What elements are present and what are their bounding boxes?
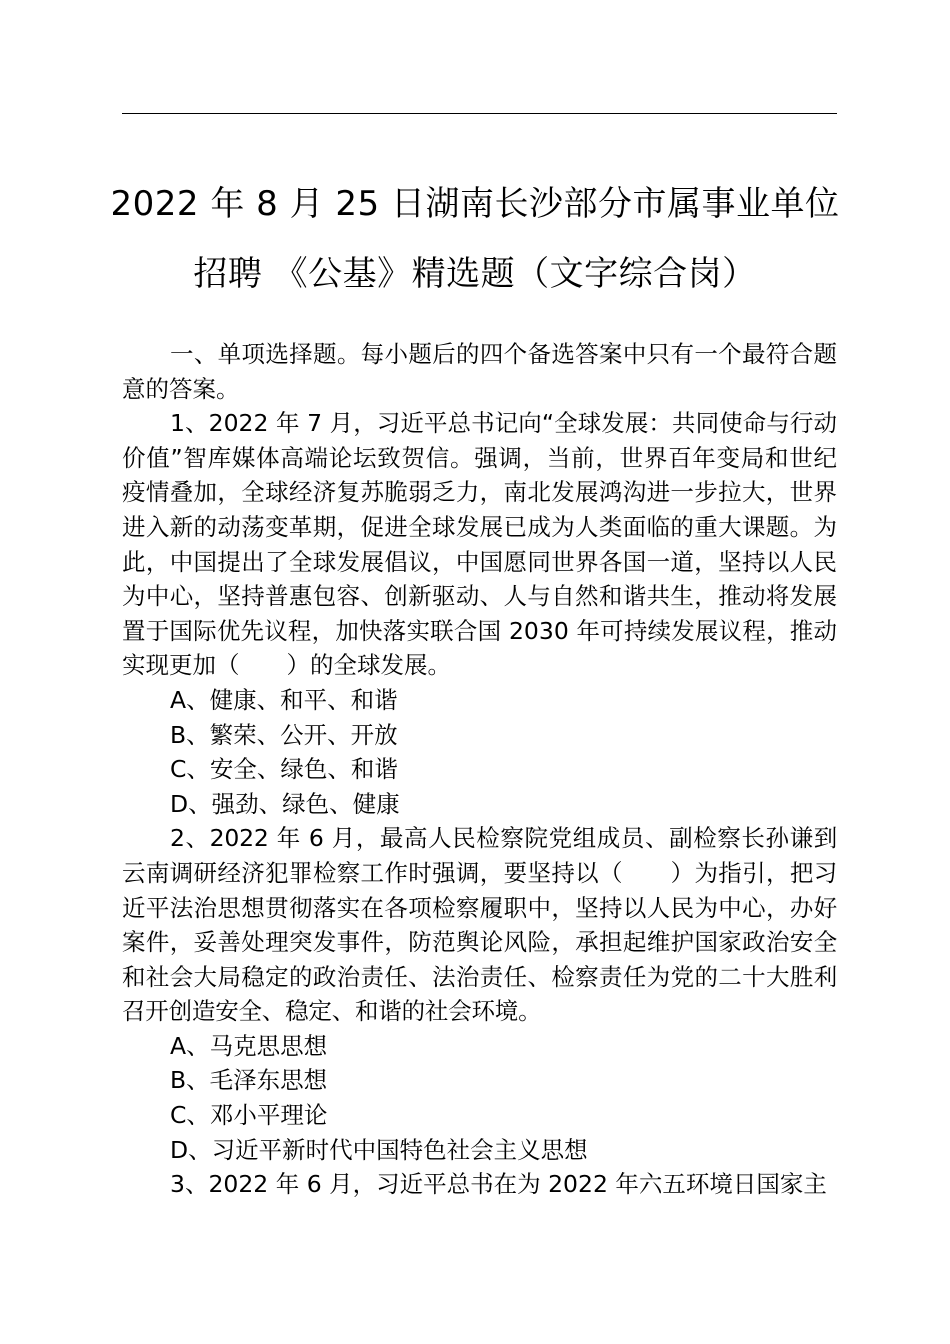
- header-rule: [122, 113, 837, 114]
- question-2-option-b: B、毛泽东思想: [170, 1066, 328, 1095]
- document-body: [122, 337, 837, 1202]
- question-2-option-a: A、马克思思想: [170, 1031, 328, 1060]
- question-2-stem: 2、2022 年 6 月，最高人民检察院党组成员、副检察长孙谦到云南调研经济犯罪检察工作时强调，要坚持以（ ）为指引，把习近平法治思想贯彻落实在各项检察履职中，坚持以人民为中心，办好案件，妥善处理突发事件，防范舆论风险，承担起维护国家政治安全和社会大局稳定的政治责任、法治责任、检察责任为党的二十大胜利召开创造安全、稳定、和谐的社会环境。: [122, 824, 837, 1026]
- question-1-option-b: B、繁荣、公开、开放: [170, 720, 398, 749]
- question-2-option-d: D、习近平新时代中国特色社会主义思想: [170, 1135, 588, 1164]
- document-title-line-2: 招聘 《公基》精选题（文字综合岗）: [193, 254, 757, 294]
- question-3-stem: 3、2022 年 6 月，习近平总书在为 2022 年六五环境日国家主: [170, 1170, 827, 1199]
- question-1-option-c: C、安全、绿色、和谐: [170, 755, 398, 784]
- question-2-option-c: C、邓小平理论: [170, 1101, 328, 1130]
- question-1-option-d: D、强劲、绿色、健康: [170, 789, 400, 818]
- section-intro: 一、单项选择题。每小题后的四个备选答案中只有一个最符合题意的答案。: [122, 340, 837, 403]
- document-title-line-1: 2022 年 8 月 25 日湖南长沙部分市属事业单位: [110, 184, 840, 224]
- question-1-option-a: A、健康、和平、和谐: [170, 685, 398, 714]
- question-1-stem: 1、2022 年 7 月，习近平总书记向“全球发展：共同使命与行动价值”智库媒体高端论坛致贺信。强调，当前，世界百年变局和世纪疫情叠加，全球经济复苏脆弱乏力，南北发展鸿沟进一步拉大，世界进入新的动荡变革期，促进全球发展已成为人类面临的重大课题。为此，中国提出了全球发展倡议，中国愿同世界各国一道，坚持以人民为中心，坚持普惠包容、创新驱动、人与自然和谐共生，推动将发展置于国际优先议程，加快落实联合国 2030 年可持续发展议程，推动实现更加（ ）的全球发展。: [122, 409, 837, 680]
